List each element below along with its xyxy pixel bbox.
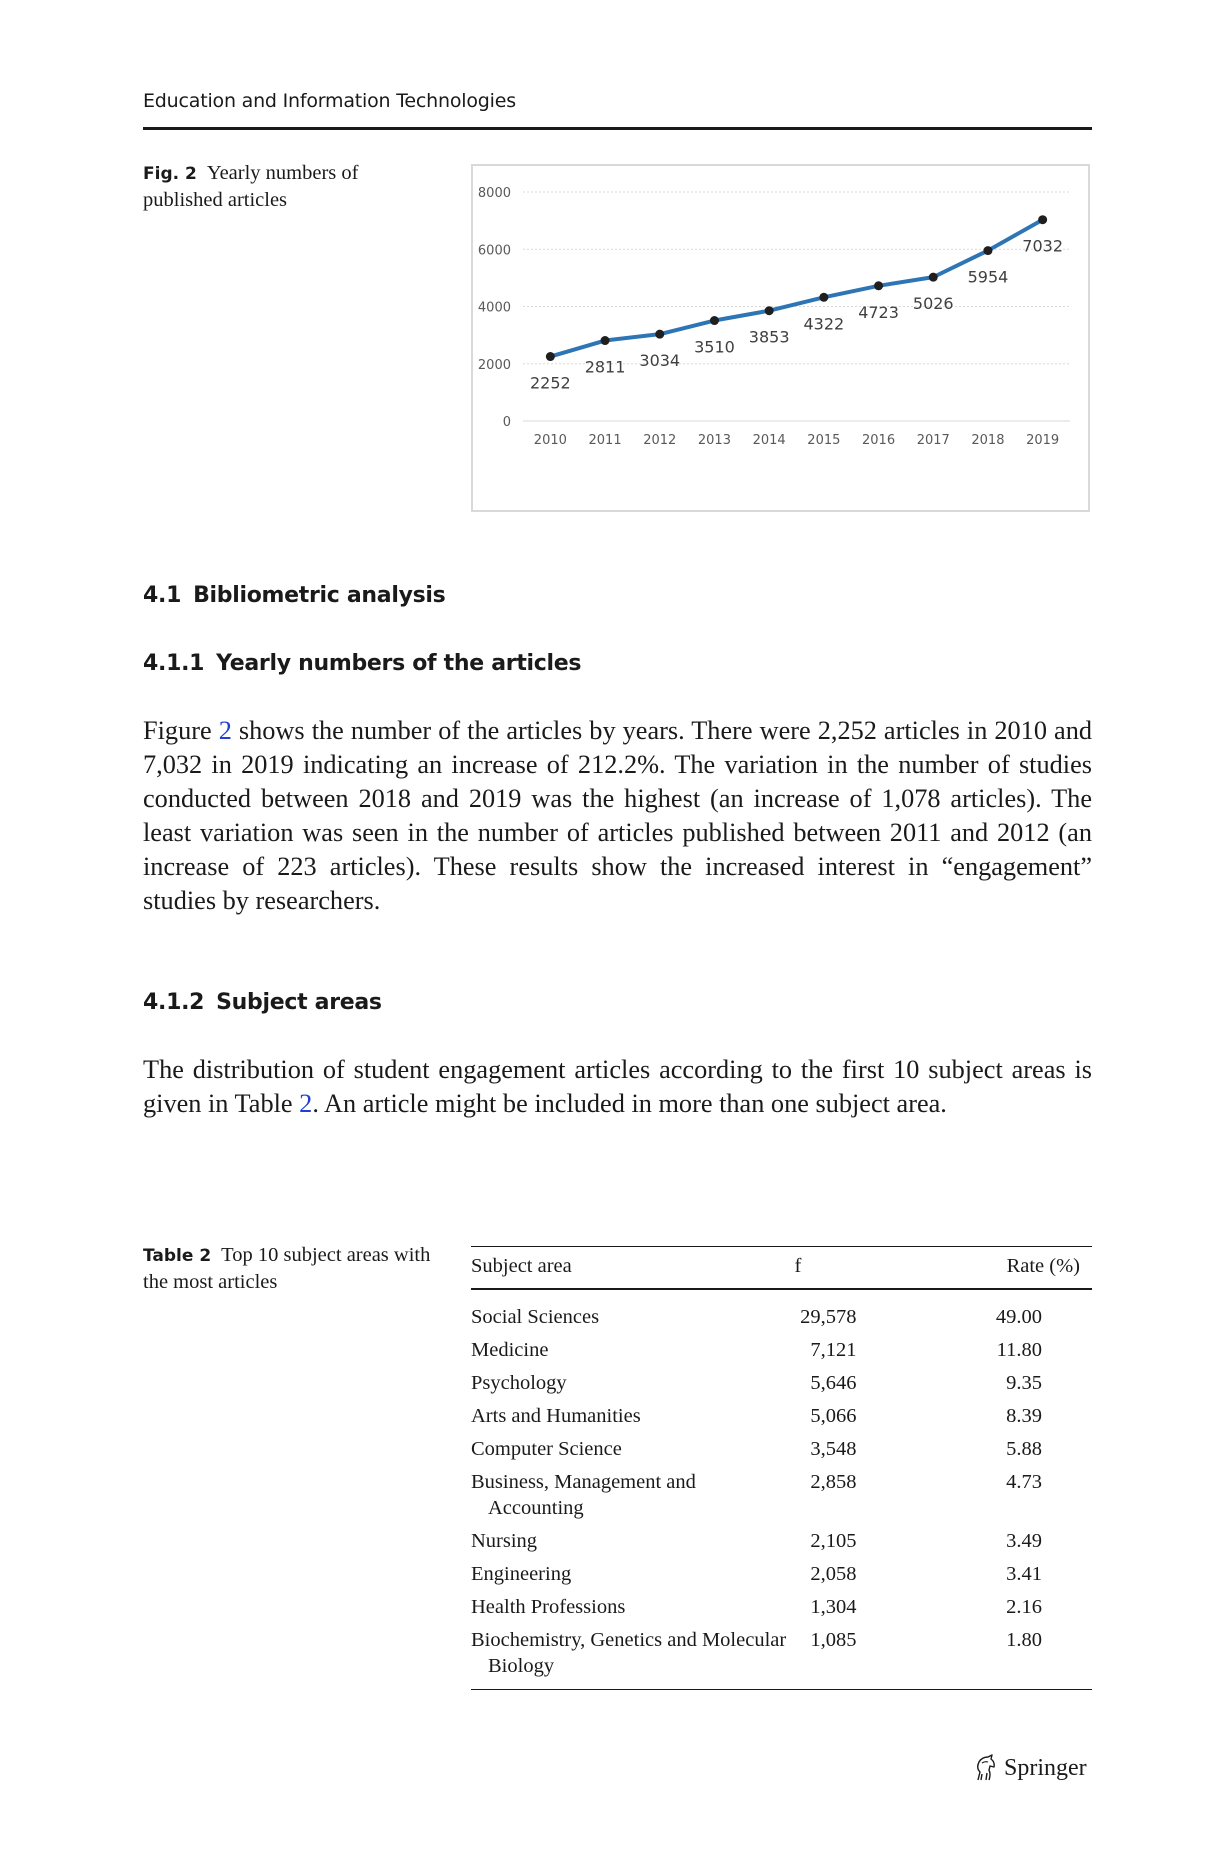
header-f: f [794, 1255, 802, 1277]
section-number: 4.1 [143, 583, 182, 608]
data-label: 2811 [584, 357, 626, 377]
cell-subject-area [471, 1289, 795, 1334]
table-row [471, 1466, 1092, 1525]
header-rate: Rate (%) [1006, 1255, 1080, 1277]
data-label: 3034 [639, 351, 681, 371]
cell-rate [932, 1591, 1092, 1624]
subsection-title: Subject areas [216, 990, 382, 1015]
subsection-number: 4.1.1 [143, 651, 205, 676]
cell-f [795, 1334, 933, 1367]
cell-f [795, 1466, 933, 1525]
cell-f [795, 1400, 933, 1433]
subject-area-text: Psychology [471, 1372, 567, 1394]
section-title: Bibliometric analysis [193, 583, 446, 608]
f-value: 1,304 [810, 1596, 857, 1618]
rate-value: 49.00 [995, 1306, 1042, 1328]
cell-rate [932, 1466, 1092, 1525]
cell-subject-area [471, 1525, 795, 1558]
y-tick-label: 6000 [477, 243, 511, 259]
data-point [765, 306, 774, 315]
cell-rate [932, 1367, 1092, 1400]
y-tick-label: 8000 [477, 186, 511, 201]
subject-area-text: Engineering [471, 1563, 572, 1585]
y-tick-label: 2000 [477, 357, 511, 373]
x-tick-label: 2016 [862, 433, 896, 448]
table-row [471, 1334, 1092, 1367]
data-point [546, 352, 555, 361]
cell-subject-area [471, 1367, 795, 1400]
paragraph-text: Figure [143, 716, 219, 745]
f-value: 2,105 [810, 1530, 857, 1552]
section-heading [143, 583, 445, 608]
rate-value: 2.16 [1006, 1596, 1042, 1618]
table-header-row [471, 1247, 1092, 1290]
cell-f [795, 1525, 933, 1558]
subsection-number: 4.1.2 [143, 990, 205, 1015]
rate-value: 1.80 [1006, 1629, 1042, 1651]
x-tick-label: 2011 [588, 433, 622, 448]
subject-area-text: Arts and Humanities [471, 1405, 641, 1427]
subsection-heading-yearly [143, 651, 581, 676]
f-value: 2,858 [810, 1471, 857, 1493]
subject-area-text: Health Professions [471, 1596, 626, 1618]
header-rule [143, 127, 1092, 130]
f-value: 7,121 [810, 1339, 857, 1361]
x-tick-label: 2013 [697, 433, 731, 448]
cell-subject-area [471, 1558, 795, 1591]
data-label: 5954 [967, 267, 1009, 287]
f-value: 29,578 [800, 1306, 857, 1328]
f-value: 2,058 [810, 1563, 857, 1585]
paragraph-text: The distribution of student engagement articles according to the first 10 subject areas is given in Table [143, 1055, 1092, 1118]
table-row [471, 1400, 1092, 1433]
f-value: 3,548 [810, 1438, 857, 1460]
subsection-title: Yearly numbers of the articles [216, 651, 582, 676]
subject-areas-table [471, 1246, 1092, 1690]
rate-value: 9.35 [1006, 1372, 1042, 1394]
subject-area-text: Nursing [471, 1530, 538, 1552]
cell-f [795, 1289, 933, 1334]
subject-area-text: Biochemistry, Genetics and Molecular Biology [471, 1629, 787, 1677]
table-label: Table 2 [143, 1246, 212, 1266]
table-container [471, 1246, 1092, 1690]
line-chart [471, 164, 1090, 512]
cell-f [795, 1591, 933, 1624]
cell-subject-area [471, 1466, 795, 1525]
header-subject-area: Subject area [471, 1255, 572, 1277]
cell-subject-area [471, 1433, 795, 1466]
rate-value: 3.41 [1006, 1563, 1042, 1585]
x-tick-label: 2018 [971, 433, 1005, 448]
running-head: Education and Information Technologies [143, 90, 516, 112]
cell-rate [932, 1624, 1092, 1690]
rate-value: 3.49 [1006, 1530, 1042, 1552]
x-tick-label: 2017 [916, 433, 950, 448]
paragraph-text: shows the number of the articles by years. There were 2,252 articles in 2010 and 7,032 in 2019 indicating an increase of 212.2%. The variation in the number of studies conducted between 2018 and 2019 was the highest (an increase of 1,078 articles). The least variation was seen in the number of articles published between 2011 and 2012 (an increase of 223 articles). These results show the increased interest in “engagement” studies by researchers. [143, 716, 1092, 915]
y-tick-label: 4000 [477, 300, 511, 316]
f-value: 1,085 [810, 1629, 857, 1651]
table-row [471, 1367, 1092, 1400]
subject-area-text: Medicine [471, 1339, 549, 1361]
figure-label: Fig. 2 [143, 164, 197, 184]
data-point [601, 336, 610, 345]
table-caption-text: Top 10 subject areas with the most articles [143, 1244, 431, 1293]
table-caption [143, 1242, 433, 1295]
subsection-heading-subject [143, 990, 382, 1015]
rate-value: 4.73 [1006, 1471, 1042, 1493]
data-point [710, 316, 719, 325]
paragraph-yearly [143, 714, 1092, 918]
paragraph-subject [143, 1053, 1092, 1121]
data-label: 3510 [694, 337, 735, 357]
data-point [874, 281, 883, 290]
cell-subject-area [471, 1400, 795, 1433]
publisher-footer [972, 1754, 1087, 1782]
data-label: 7032 [1022, 236, 1064, 256]
y-tick-label: 0 [502, 415, 511, 430]
cell-f [795, 1624, 933, 1690]
cell-rate [932, 1558, 1092, 1591]
table-row [471, 1433, 1092, 1466]
x-tick-label: 2019 [1026, 433, 1060, 448]
figure-caption-text: Yearly numbers of published articles [143, 162, 359, 211]
cell-rate [932, 1525, 1092, 1558]
rate-value: 11.80 [996, 1339, 1042, 1361]
table-row [471, 1558, 1092, 1591]
table-body [471, 1289, 1092, 1690]
springer-horse-icon [972, 1754, 998, 1782]
data-label: 3853 [748, 327, 790, 347]
paragraph-text: . An article might be included in more than one subject area. [312, 1089, 947, 1118]
x-tick-label: 2012 [643, 433, 677, 448]
x-tick-label: 2010 [533, 433, 567, 448]
data-label: 4322 [803, 314, 845, 334]
table-ref-link[interactable]: 2 [299, 1089, 313, 1118]
table-row [471, 1624, 1092, 1690]
cell-subject-area [471, 1591, 795, 1624]
chart-svg [473, 166, 1088, 510]
rate-value: 8.39 [1006, 1405, 1042, 1427]
data-point [929, 273, 938, 282]
rate-value: 5.88 [1006, 1438, 1042, 1460]
series-line [550, 220, 1042, 357]
subject-area-text: Computer Science [471, 1438, 622, 1460]
cell-rate [932, 1289, 1092, 1334]
publisher-name: Springer [1004, 1754, 1087, 1781]
subject-area-text: Business, Management and Accounting [471, 1471, 696, 1519]
cell-subject-area [471, 1624, 795, 1690]
cell-f [795, 1558, 933, 1591]
data-point [819, 293, 828, 302]
cell-rate [932, 1400, 1092, 1433]
table-row [471, 1591, 1092, 1624]
cell-f [795, 1367, 933, 1400]
subject-area-text: Social Sciences [471, 1306, 600, 1328]
table-row [471, 1525, 1092, 1558]
data-point [1038, 215, 1047, 224]
f-value: 5,066 [810, 1405, 857, 1427]
table-row [471, 1289, 1092, 1334]
cell-f [795, 1433, 933, 1466]
data-point [983, 246, 992, 255]
cell-subject-area [471, 1334, 795, 1367]
cell-rate [932, 1433, 1092, 1466]
x-tick-label: 2015 [807, 433, 841, 448]
data-point [655, 330, 664, 339]
data-label: 4723 [858, 302, 899, 322]
data-label: 2252 [529, 373, 571, 393]
cell-rate [932, 1334, 1092, 1367]
f-value: 5,646 [810, 1372, 857, 1394]
x-tick-label: 2014 [752, 433, 786, 448]
data-label: 5026 [912, 294, 954, 314]
figure-ref-link[interactable]: 2 [218, 716, 232, 745]
figure-caption [143, 160, 433, 213]
